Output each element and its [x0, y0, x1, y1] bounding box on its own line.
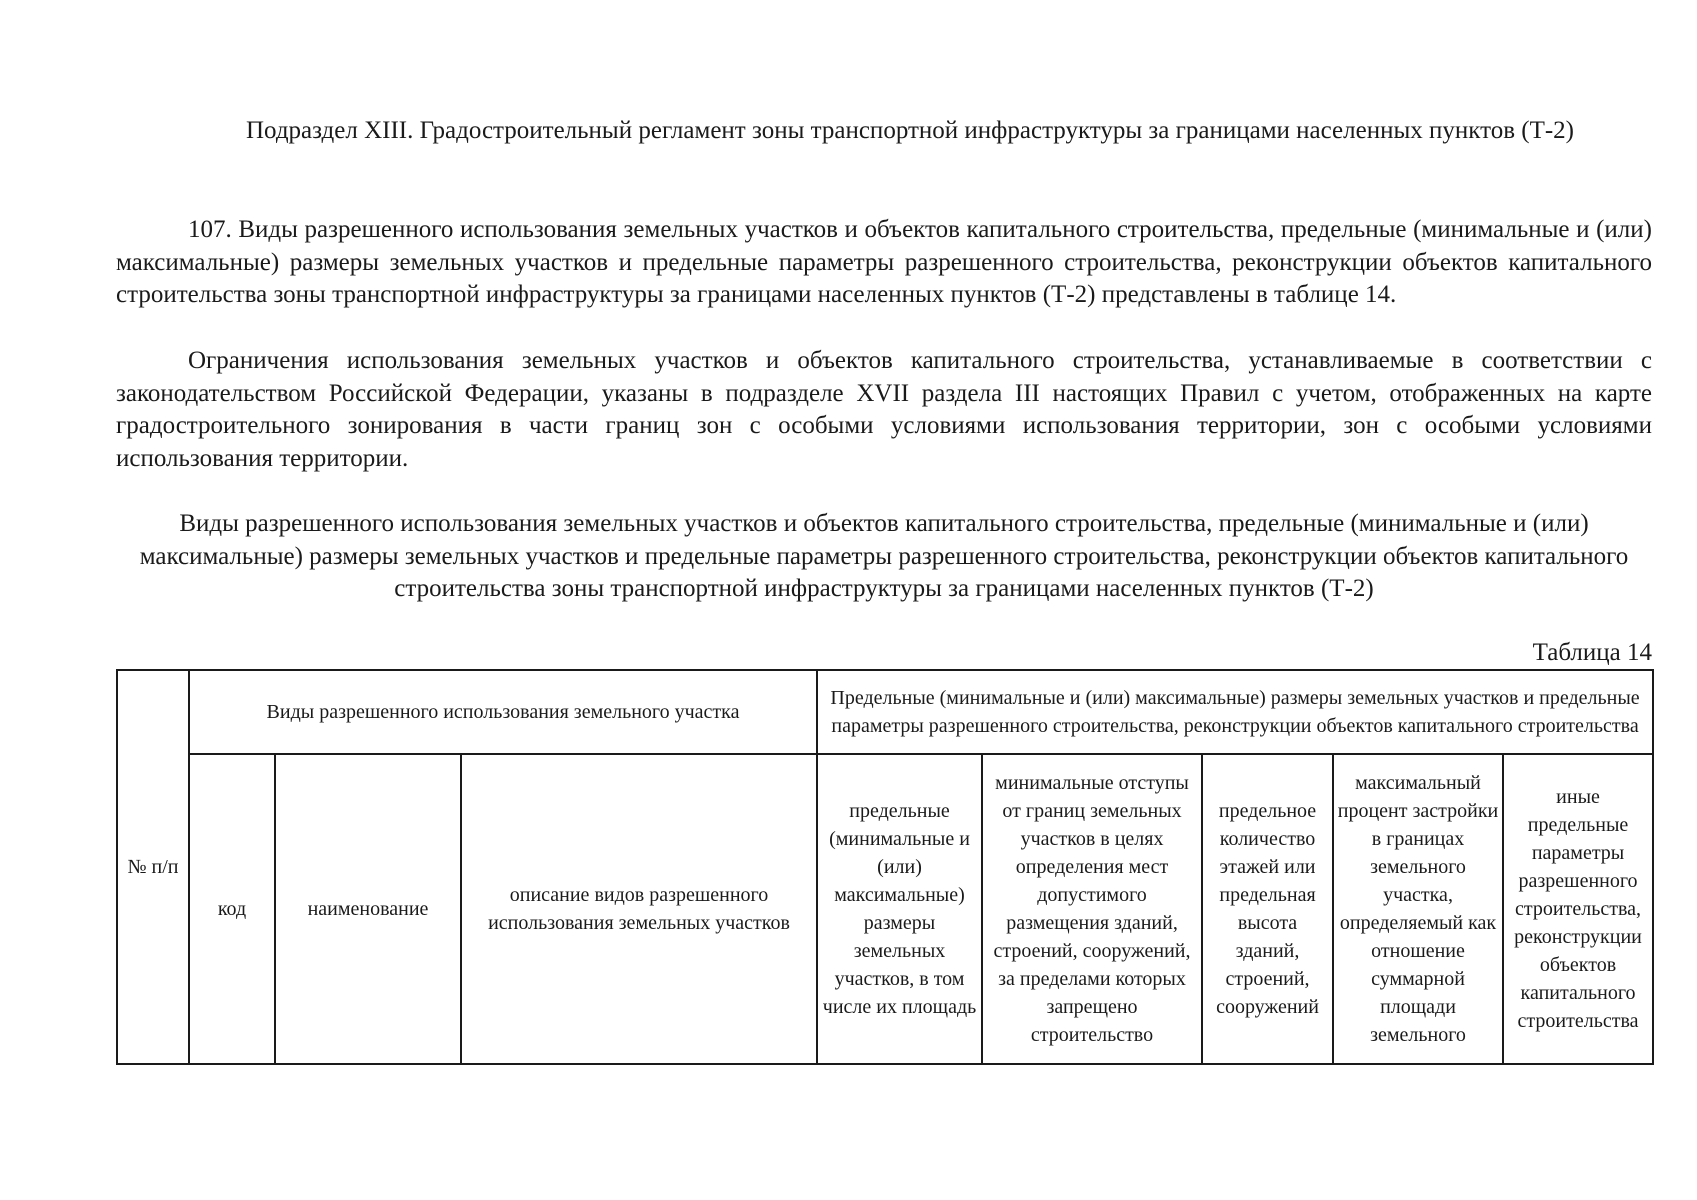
table-subheader-row — [117, 754, 1653, 1064]
header-other-params: иные предельные параметры разрешенного строительства, реконструкции объектов капитального строительства — [1503, 754, 1653, 1064]
subsection-title: Подраздел XIII. Градостроительный регламент зоны транспортной инфраструктуры за границами населенных пунктов (Т-2) — [245, 117, 1574, 144]
header-description: описание видов разрешенного использования земельных участков — [461, 754, 817, 1064]
header-name: наименование — [275, 754, 461, 1064]
regulations-table — [116, 669, 1654, 1065]
table-caption: Виды разрешенного использования земельных участков и объектов капитального строительства, предельные (минимальные и (или) максимальные) размеры земельных участков и предельные параметры разрешенного строительства, реконструкции объектов капитального строительства зоны транспортной инфраструктуры за границами населенных пунктов (Т-2) — [139, 510, 1629, 602]
table-label: Таблица 14 — [1532, 639, 1652, 666]
header-setbacks: минимальные отступы от границ земельных участков в целях определения мест допустимого размещения зданий, строений, сооружений, за пределами которых запрещено строительство — [982, 754, 1202, 1064]
header-floors: предельное количество этажей или предельная высота зданий, строений, сооружений — [1202, 754, 1333, 1064]
header-coverage: максимальный процент застройки в границах земельного участка, определяемый как отношение суммарной площади земельного — [1333, 754, 1503, 1064]
header-code: код — [189, 754, 275, 1064]
header-group-uses: Виды разрешенного использования земельного участка — [189, 670, 817, 754]
header-plot-size: предельные (минимальные и (или) максимальные) размеры земельных участков, в том числе их площадь — [817, 754, 982, 1064]
header-number: № п/п — [117, 670, 189, 1064]
paragraph-107: 107. Виды разрешенного использования земельных участков и объектов капитального строительства, предельные (минимальные и (или) максимальные) размеры земельных участков и предельные параметры разрешенного строительства, реконструкции объектов капитального строительства зоны транспортной инфраструктуры за границами населенных пунктов (Т-2) представлены в таблице 14. — [116, 216, 1652, 308]
table-header-row — [117, 670, 1653, 754]
paragraph-restrictions: Ограничения использования земельных участков и объектов капитального строительства, устанавливаемые в соответствии с законодательством Российской Федерации, указаны в подразделе XVII раздела III настоящих Правил с учетом, отображенных на карте градостроительного зонирования в части границ зон с особыми условиями использования территории, зон с особыми условиями использования территории. — [116, 347, 1652, 472]
header-group-limits: Предельные (минимальные и (или) максимальные) размеры земельных участков и предельные параметры разрешенного строительства, реконструкции объектов капитального строительства — [817, 670, 1653, 754]
